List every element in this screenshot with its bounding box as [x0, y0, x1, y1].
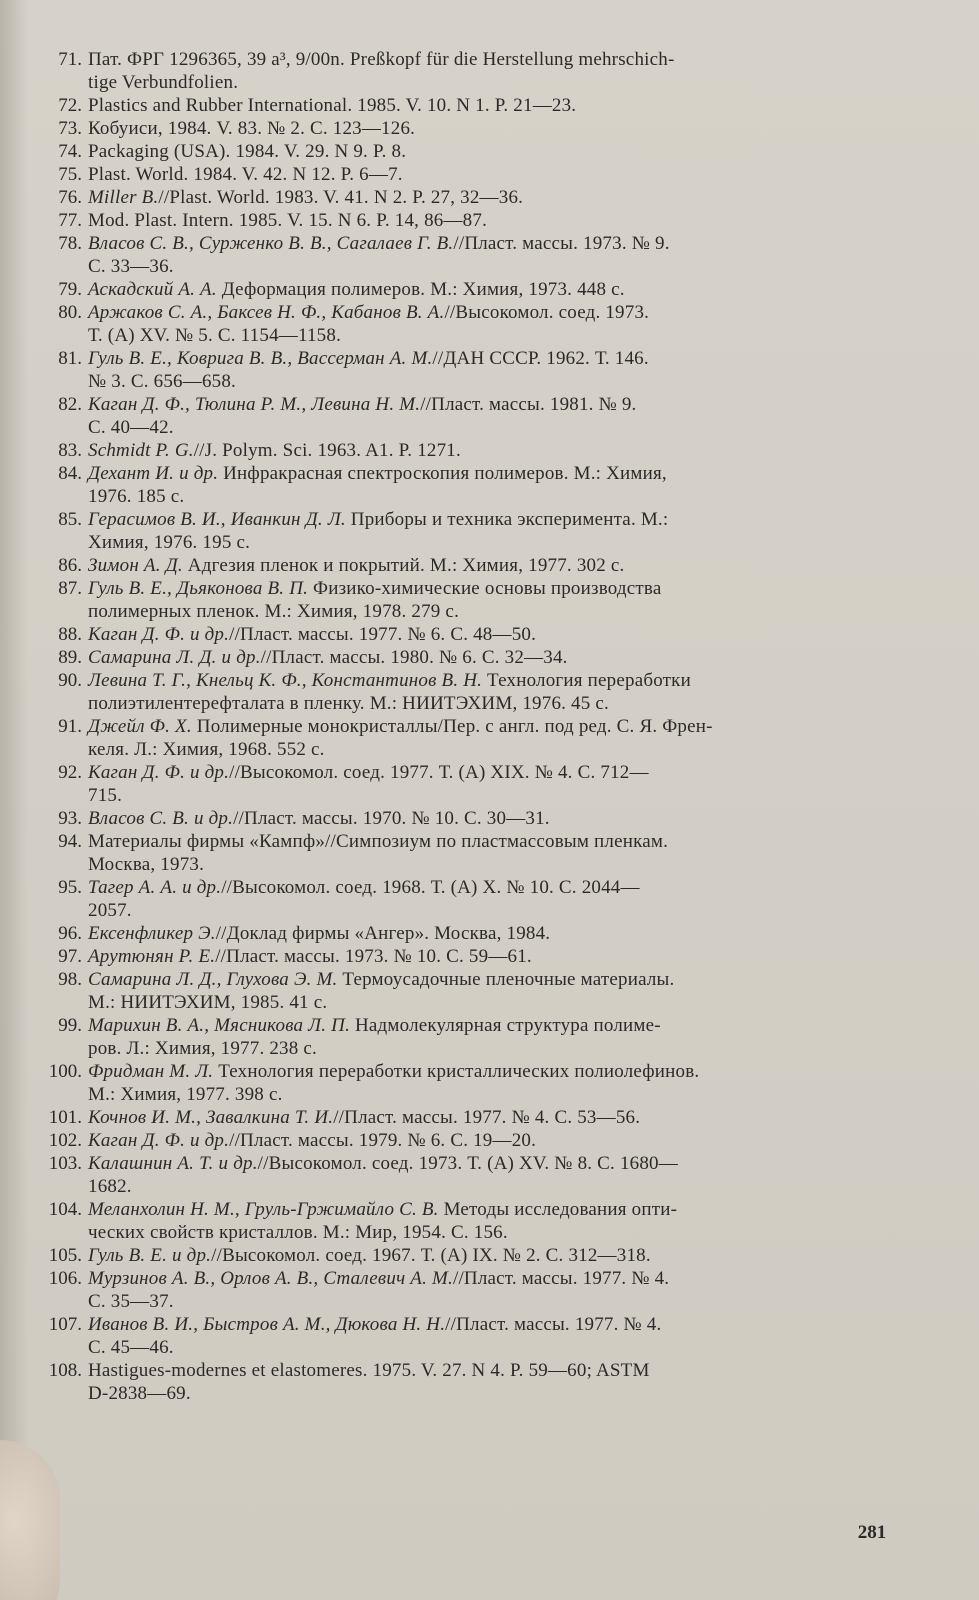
- reference-number: 89.: [58, 647, 82, 668]
- reference-authors: Гуль В. Е., Дьяконова В. П.: [88, 578, 309, 599]
- reference-text: [88, 439, 942, 462]
- reference-text: [88, 347, 942, 393]
- reference-text: [88, 807, 942, 830]
- reference-number: 93.: [58, 808, 82, 829]
- reference-item: [42, 209, 942, 232]
- reference-item: [42, 347, 942, 393]
- reference-item: [42, 462, 942, 508]
- reference-text: [88, 48, 942, 94]
- reference-authors: Аржаков С. А., Баксев Н. Ф., Кабанов В. А.: [88, 302, 445, 323]
- reference-text: [88, 163, 942, 186]
- reference-list: [42, 48, 942, 1405]
- reference-number: 97.: [58, 946, 82, 967]
- reference-item: [42, 232, 942, 278]
- reference-item: [42, 1267, 942, 1313]
- reference-body: Пат. ФРГ 1296365, 39 a³, 9/00n. Preßkopf für die Herstellung mehrschich- tige Verbundfolien.: [88, 49, 675, 93]
- reference-number: 98.: [58, 969, 82, 990]
- reference-text: [88, 1060, 942, 1106]
- reference-item: [42, 508, 942, 554]
- reference-number: 73.: [58, 118, 82, 139]
- reference-text: [88, 876, 942, 922]
- reference-number: 87.: [58, 578, 82, 599]
- reference-authors: Джейл Ф. Х.: [88, 716, 192, 737]
- reference-text: [88, 462, 942, 508]
- reference-item: [42, 945, 942, 968]
- reference-authors: Каган Д. Ф. и др.: [88, 624, 230, 645]
- reference-body: //Высокомол. соед. 1973. Т. (А) XV. № 5. С. 1154—1158.: [88, 302, 650, 346]
- reference-body: //Высокомол. соед. 1973. Т. (А) XV. № 8. С. 1680— 1682.: [88, 1153, 678, 1197]
- reference-number: 104.: [48, 1199, 82, 1220]
- reference-text: [88, 1313, 942, 1359]
- reference-body: Технология переработки кристаллических полиолефинов. М.: Химия, 1977. 398 с.: [88, 1061, 700, 1105]
- reference-text: [88, 623, 942, 646]
- reference-item: [42, 117, 942, 140]
- reference-item: [42, 439, 942, 462]
- reference-number: 77.: [58, 210, 82, 231]
- reference-number: 82.: [58, 394, 82, 415]
- reference-authors: Ексенфликер Э.: [88, 923, 216, 944]
- reference-number: 90.: [58, 670, 82, 691]
- reference-body: //Пласт. массы. 1977. № 4. С. 35—37.: [88, 1268, 670, 1312]
- reference-authors: Miller B.: [88, 187, 159, 208]
- reference-item: [42, 94, 942, 117]
- reference-number: 72.: [58, 95, 82, 116]
- reference-body: Приборы и техника эксперимента. М.: Химия, 1976. 195 с.: [88, 509, 669, 553]
- reference-body: //J. Polym. Sci. 1963. A1. P. 1271.: [193, 440, 461, 461]
- reference-number: 81.: [58, 348, 82, 369]
- reference-body: Кобуиси, 1984. V. 83. № 2. С. 123—126.: [88, 118, 416, 139]
- reference-authors: Меланхолин Н. М., Груль-Гржимайло С. В.: [88, 1199, 439, 1220]
- reference-item: [42, 278, 942, 301]
- reference-body: //Доклад фирмы «Ангер». Москва, 1984.: [215, 923, 551, 944]
- reference-number: 99.: [58, 1015, 82, 1036]
- reference-body: //Пласт. массы. 1980. № 6. С. 32—34.: [260, 647, 568, 668]
- reference-body: //Пласт. массы. 1973. № 9. С. 33—36.: [88, 233, 670, 277]
- reference-text: [88, 209, 942, 232]
- reference-number: 94.: [58, 831, 82, 852]
- reference-body: Методы исследования опти- ческих свойств кристаллов. М.: Мир, 1954. С. 156.: [88, 1199, 678, 1243]
- reference-body: Инфракрасная спектроскопия полимеров. М.: Химия, 1976. 185 с.: [88, 463, 667, 507]
- reference-number: 108.: [48, 1360, 82, 1381]
- reference-number: 102.: [48, 1130, 82, 1151]
- reference-item: [42, 48, 942, 94]
- reference-number: 75.: [58, 164, 82, 185]
- reference-number: 78.: [58, 233, 82, 254]
- reference-authors: Иванов В. И., Быстров А. М., Дюкова Н. Н.: [88, 1314, 446, 1335]
- reference-body: Plastics and Rubber International. 1985. V. 10. N 1. P. 21—23.: [88, 95, 577, 116]
- reference-authors: Арутюнян Р. Е.: [88, 946, 216, 967]
- reference-body: Материалы фирмы «Кампф»//Симпозиум по пластмассовым пленкам. Москва, 1973.: [88, 831, 669, 875]
- reference-authors: Власов С. В. и др.: [88, 808, 234, 829]
- reference-text: [88, 117, 942, 140]
- reference-text: [88, 715, 942, 761]
- reference-body: Технология переработки полиэтилентерефталата в пленку. М.: НИИТЭХИМ, 1976. 45 с.: [88, 670, 691, 714]
- reference-item: [42, 1359, 942, 1405]
- reference-number: 106.: [48, 1268, 82, 1289]
- reference-item: [42, 1152, 942, 1198]
- reference-number: 92.: [58, 762, 82, 783]
- reference-body: //ДАН СССР. 1962. Т. 146. № 3. С. 656—658.: [88, 348, 649, 392]
- reference-authors: Тагер А. А. и др.: [88, 877, 222, 898]
- reference-text: [88, 278, 942, 301]
- reference-authors: Каган Д. Ф. и др.: [88, 762, 230, 783]
- reference-body: //Пласт. массы. 1977. № 4. С. 45—46.: [88, 1314, 662, 1358]
- reference-text: [88, 1244, 942, 1267]
- reference-text: [88, 1129, 942, 1152]
- reference-item: [42, 186, 942, 209]
- reference-text: [88, 1267, 942, 1313]
- reference-body: //Пласт. массы. 1981. № 9. С. 40—42.: [88, 394, 637, 438]
- reference-text: [88, 968, 942, 1014]
- reference-authors: Марихин В. А., Мясникова Л. П.: [88, 1015, 351, 1036]
- reference-body: Деформация полимеров. М.: Химия, 1973. 448 с.: [216, 279, 625, 300]
- reference-number: 105.: [48, 1245, 82, 1266]
- reference-item: [42, 1313, 942, 1359]
- reference-body: //Пласт. массы. 1970. № 10. С. 30—31.: [233, 808, 550, 829]
- reference-text: [88, 577, 942, 623]
- reference-body: //Пласт. массы. 1979. № 6. С. 19—20.: [229, 1130, 537, 1151]
- reference-text: [88, 301, 942, 347]
- reference-item: [42, 1060, 942, 1106]
- thumb: [0, 1440, 60, 1600]
- reference-text: [88, 646, 942, 669]
- reference-item: [42, 623, 942, 646]
- reference-item: [42, 922, 942, 945]
- reference-authors: Левина Т. Г., Кнельц К. Ф., Константинов В. Н.: [88, 670, 483, 691]
- reference-item: [42, 577, 942, 623]
- reference-authors: Дехант И. и др.: [88, 463, 219, 484]
- reference-number: 86.: [58, 555, 82, 576]
- reference-item: [42, 1106, 942, 1129]
- reference-text: [88, 94, 942, 117]
- reference-item: [42, 1244, 942, 1267]
- reference-body: //Пласт. массы. 1977. № 6. С. 48—50.: [229, 624, 537, 645]
- reference-body: //Высокомол. соед. 1967. Т. (А) IX. № 2. С. 312—318.: [211, 1245, 651, 1266]
- reference-item: [42, 807, 942, 830]
- reference-item: [42, 140, 942, 163]
- reference-body: Термоусадочные пленочные материалы. М.: НИИТЭХИМ, 1985. 41 с.: [88, 969, 675, 1013]
- reference-authors: Кочнов И. М., Завалкина Т. И.: [88, 1107, 334, 1128]
- reference-item: [42, 301, 942, 347]
- reference-body: //Plast. World. 1983. V. 41. N 2. P. 27, 32—36.: [158, 187, 524, 208]
- reference-text: [88, 508, 942, 554]
- reference-text: [88, 945, 942, 968]
- reference-text: [88, 1359, 942, 1405]
- reference-item: [42, 1198, 942, 1244]
- reference-authors: Аскадский А. А.: [88, 279, 217, 300]
- reference-number: 71.: [58, 49, 82, 70]
- reference-item: [42, 646, 942, 669]
- reference-item: [42, 669, 942, 715]
- reference-number: 74.: [58, 141, 82, 162]
- reference-text: [88, 922, 942, 945]
- reference-authors: Гуль В. Е., Коврига В. В., Вассерман А. М.: [88, 348, 433, 369]
- reference-item: [42, 163, 942, 186]
- reference-item: [42, 554, 942, 577]
- reference-authors: Самарина Л. Д., Глухова Э. М.: [88, 969, 338, 990]
- reference-text: [88, 1014, 942, 1060]
- reference-authors: Власов С. В., Сурженко В. В., Сагалаев Г. В.: [88, 233, 454, 254]
- reference-item: [42, 830, 942, 876]
- reference-body: Полимерные монокристаллы/Пер. с англ. под ред. С. Я. Френ- келя. Л.: Химия, 1968. 552 с.: [88, 716, 713, 760]
- reference-number: 96.: [58, 923, 82, 944]
- reference-number: 83.: [58, 440, 82, 461]
- reference-text: [88, 393, 942, 439]
- reference-body: //Пласт. массы. 1977. № 4. С. 53—56.: [333, 1107, 641, 1128]
- reference-body: Физико-химические основы производства полимерных пленок. М.: Химия, 1978. 279 с.: [88, 578, 662, 622]
- reference-text: [88, 830, 942, 876]
- reference-text: [88, 1106, 942, 1129]
- reference-number: 85.: [58, 509, 82, 530]
- reference-number: 95.: [58, 877, 82, 898]
- reference-item: [42, 1129, 942, 1152]
- reference-authors: Фридман М. Л.: [88, 1061, 214, 1082]
- reference-number: 88.: [58, 624, 82, 645]
- reference-text: [88, 232, 942, 278]
- reference-authors: Герасимов В. И., Иванкин Д. Л.: [88, 509, 346, 530]
- reference-authors: Гуль В. Е. и др.: [88, 1245, 212, 1266]
- reference-text: [88, 140, 942, 163]
- reference-body: //Пласт. массы. 1973. № 10. С. 59—61.: [215, 946, 532, 967]
- reference-text: [88, 554, 942, 577]
- reference-authors: Каган Д. Ф. и др.: [88, 1130, 230, 1151]
- reference-authors: Каган Д. Ф., Тюлина Р. М., Левина Н. М.: [88, 394, 421, 415]
- reference-text: [88, 761, 942, 807]
- reference-body: Надмолекулярная структура полиме- ров. Л.: Химия, 1977. 238 с.: [88, 1015, 661, 1059]
- reference-authors: Зимон А. Д.: [88, 555, 183, 576]
- reference-body: //Высокомол. соед. 1977. Т. (А) XIX. № 4. С. 712— 715.: [88, 762, 649, 806]
- reference-item: [42, 715, 942, 761]
- reference-body: Plast. World. 1984. V. 42. N 12. P. 6—7.: [88, 164, 403, 185]
- reference-number: 101.: [48, 1107, 82, 1128]
- reference-body: Packaging (USA). 1984. V. 29. N 9. P. 8.: [88, 141, 407, 162]
- reference-body: Mod. Plast. Intern. 1985. V. 15. N 6. P. 14, 86—87.: [88, 210, 488, 231]
- reference-authors: Schmidt P. G.: [88, 440, 194, 461]
- reference-body: Адгезия пленок и покрытий. М.: Химия, 1977. 302 с.: [182, 555, 625, 576]
- reference-number: 79.: [58, 279, 82, 300]
- reference-body: Hastigues-modernes et elastomeres. 1975. V. 27. N 4. P. 59—60; ASTM D-2838—69.: [88, 1360, 650, 1404]
- reference-number: 91.: [58, 716, 82, 737]
- reference-item: [42, 761, 942, 807]
- reference-number: 100.: [48, 1061, 82, 1082]
- reference-number: 107.: [48, 1314, 82, 1335]
- reference-item: [42, 876, 942, 922]
- reference-authors: Калашнин А. Т. и др.: [88, 1153, 258, 1174]
- reference-text: [88, 1198, 942, 1244]
- reference-authors: Мурзинов А. В., Орлов А. В., Сталевич А. М.: [88, 1268, 453, 1289]
- reference-item: [42, 968, 942, 1014]
- reference-authors: Самарина Л. Д. и др.: [88, 647, 261, 668]
- reference-body: //Высокомол. соед. 1968. Т. (А) X. № 10. С. 2044— 2057.: [88, 877, 640, 921]
- reference-number: 103.: [48, 1153, 82, 1174]
- reference-number: 80.: [58, 302, 82, 323]
- reference-number: 76.: [58, 187, 82, 208]
- reference-number: 84.: [58, 463, 82, 484]
- reference-item: [42, 1014, 942, 1060]
- reference-text: [88, 669, 942, 715]
- reference-item: [42, 393, 942, 439]
- reference-text: [88, 186, 942, 209]
- page-number: 281: [857, 1522, 887, 1543]
- reference-text: [88, 1152, 942, 1198]
